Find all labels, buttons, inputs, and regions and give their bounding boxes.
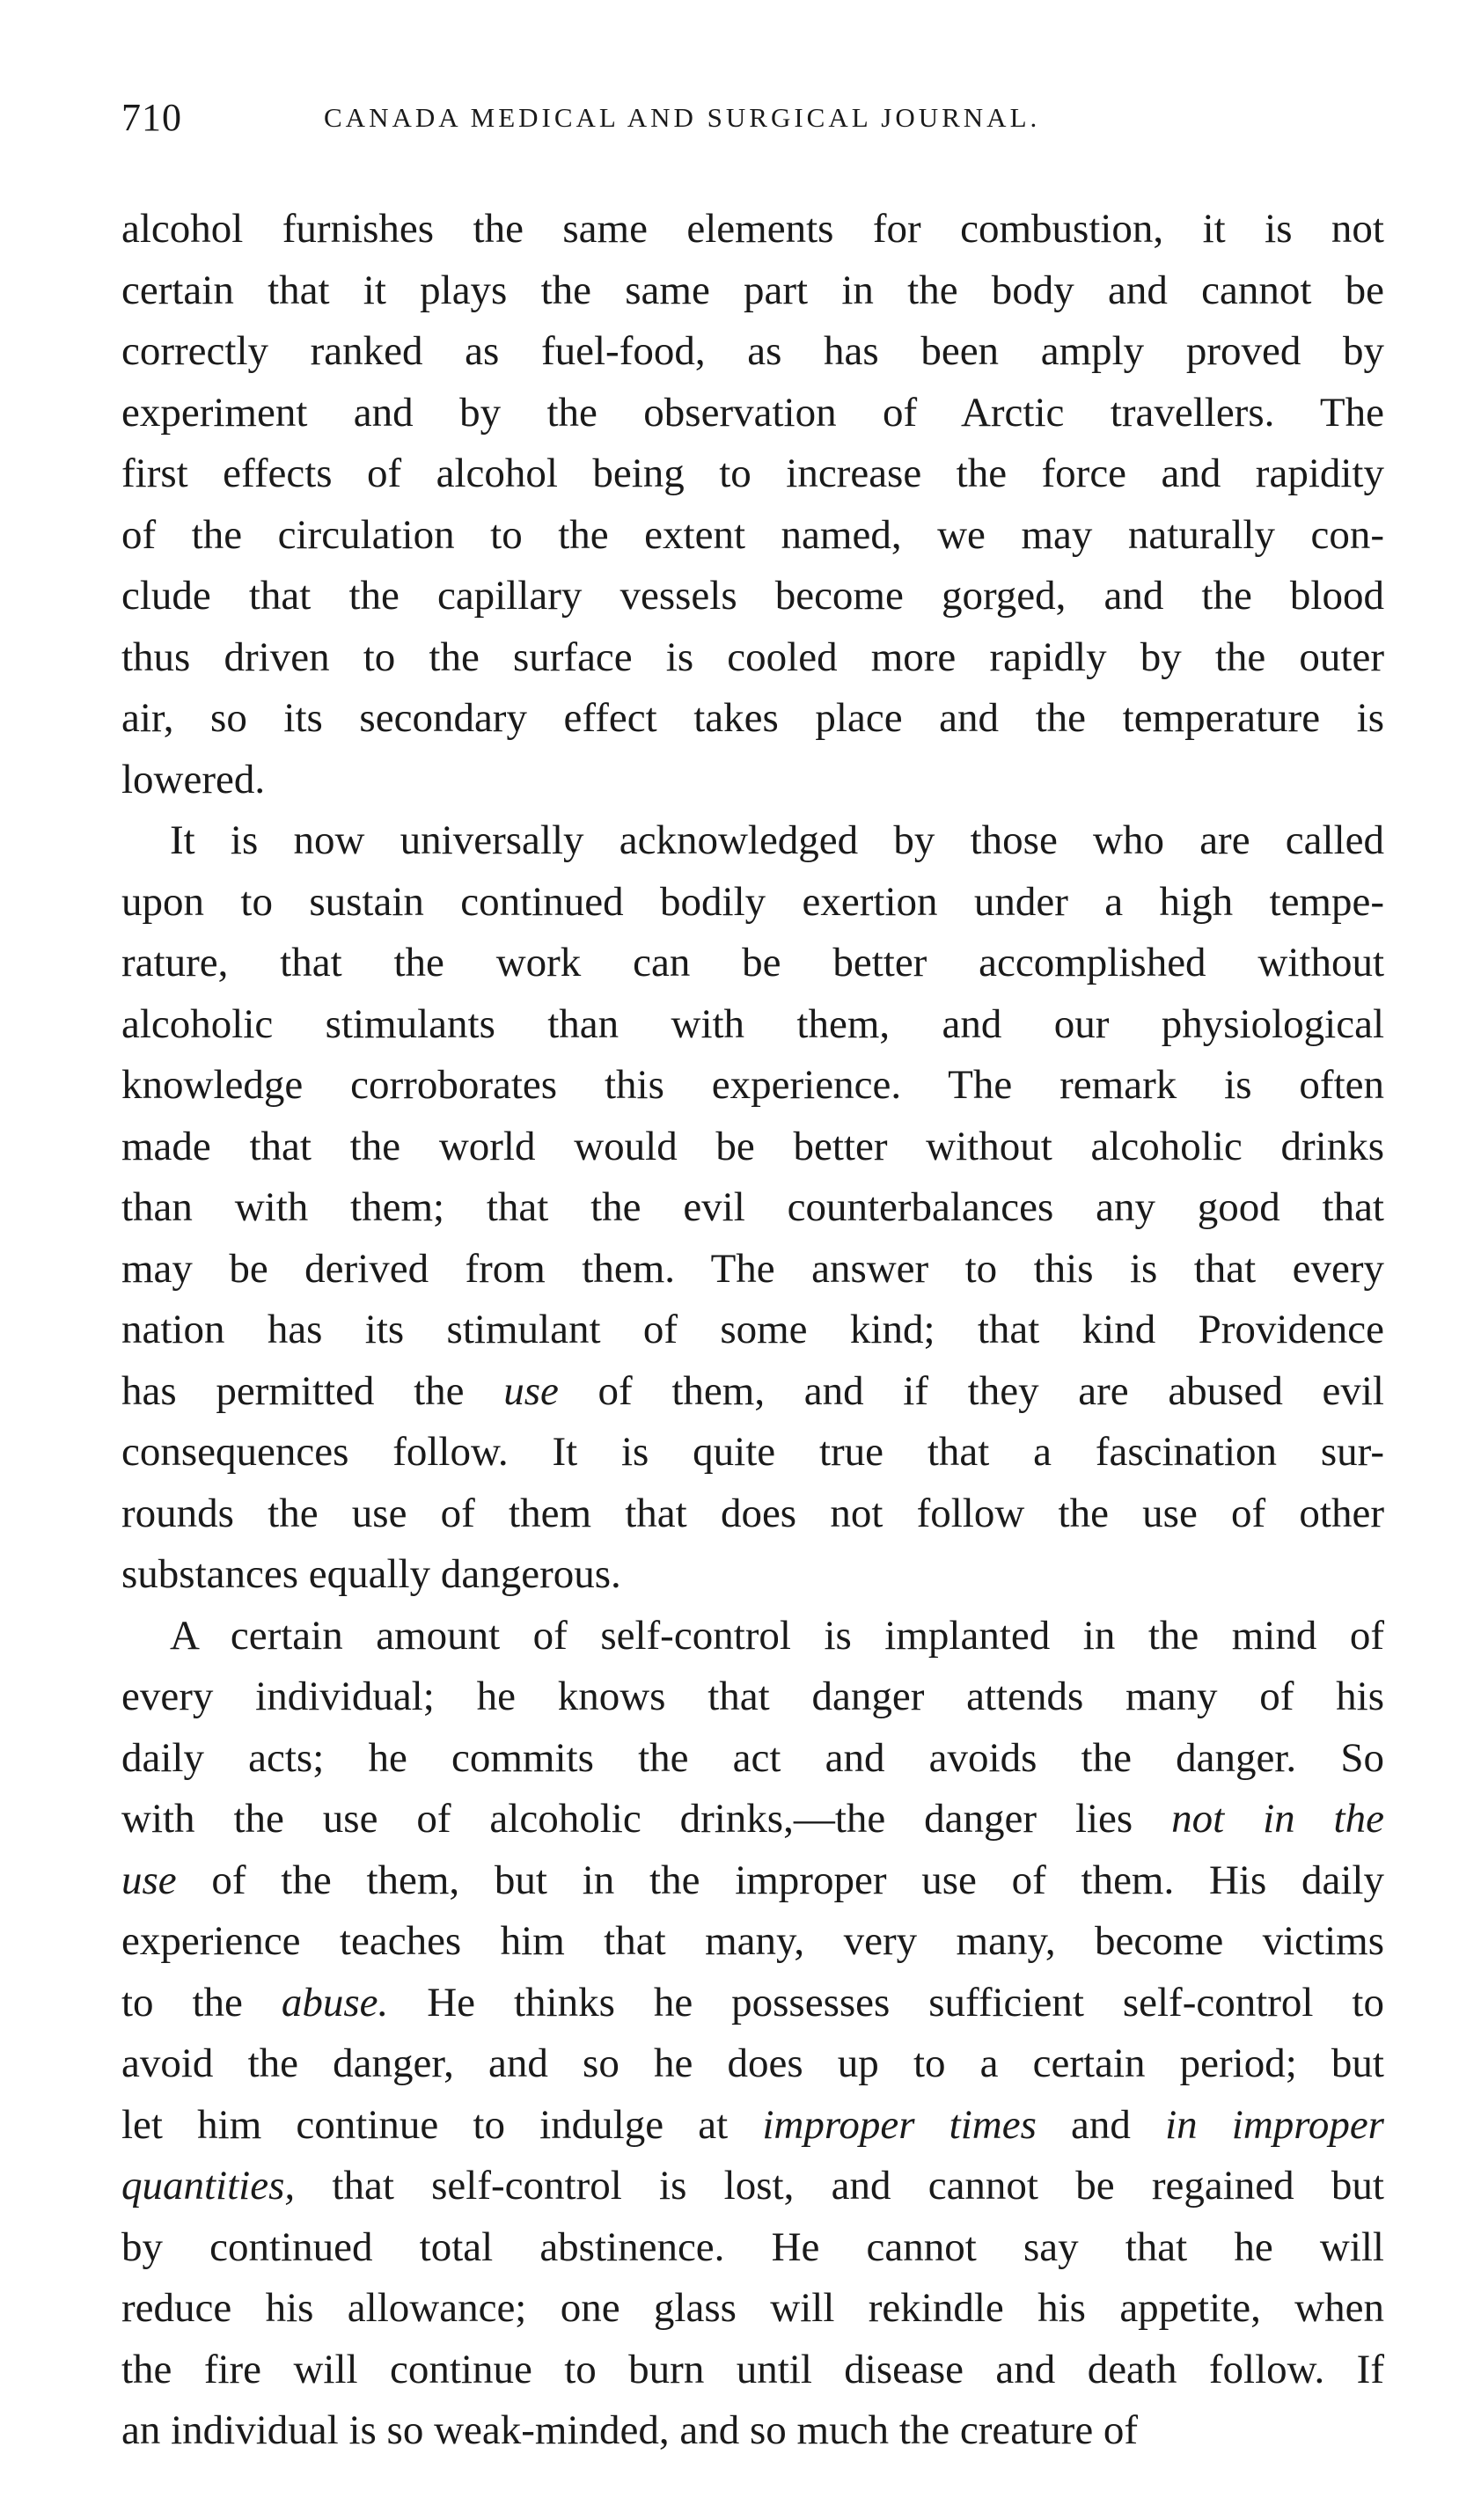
italic-emphasis: improper times bbox=[762, 2101, 1037, 2148]
italic-emphasis: quantities, bbox=[121, 2163, 296, 2209]
body-text bbox=[121, 199, 1384, 2462]
running-head bbox=[121, 95, 1384, 148]
text-line: than with them; that the evil counterbalances any good that bbox=[121, 1184, 1384, 1230]
text-line: It is now universally acknowledged by those who are called bbox=[170, 817, 1384, 863]
paragraph bbox=[121, 810, 1384, 1606]
text-line bbox=[121, 1361, 1384, 1423]
italic-emphasis: not in the bbox=[1171, 1796, 1384, 1842]
text-line bbox=[121, 2156, 1384, 2217]
italic-emphasis: in improper bbox=[1165, 2101, 1384, 2148]
text-line: alcoholic stimulants than with them, and our physiological bbox=[121, 1000, 1384, 1047]
text-line: consequences follow. It is quite true that a fascination sur- bbox=[121, 1429, 1384, 1475]
text-line: alcohol furnishes the same elements for combustion, it is not bbox=[121, 206, 1384, 252]
text-line: rature, that the work can be better accomplished without bbox=[121, 940, 1384, 985]
text-line: correctly ranked as fuel-food, as has been amply proved by bbox=[121, 328, 1384, 374]
text-line: made that the world would be better without alcoholic drinks bbox=[121, 1123, 1384, 1169]
page-number: 710 bbox=[121, 96, 182, 139]
text-line: rounds the use of them that does not follow the use of other bbox=[121, 1490, 1384, 1536]
text-run: to the bbox=[121, 1979, 282, 2026]
text-line: certain that it plays the same part in the body and cannot be bbox=[121, 267, 1384, 313]
text-run: with the use of alcoholic drinks,—the danger lies bbox=[121, 1796, 1172, 1842]
text-line bbox=[121, 1973, 1384, 2034]
text-line: thus driven to the surface is cooled more rapidly by the outer bbox=[121, 634, 1384, 680]
italic-emphasis: use bbox=[503, 1367, 559, 1414]
italic-emphasis: use bbox=[121, 1857, 177, 1903]
text-line: avoid the danger, and so he does up to a certain period; but bbox=[121, 2040, 1384, 2086]
text-line: clude that the capillary vessels become gorged, and the blood bbox=[121, 573, 1384, 619]
text-run: that self-control is lost, and cannot be regained but bbox=[295, 2163, 1384, 2209]
text-line: reduce his allowance; one glass will rekindle his appetite, when bbox=[121, 2285, 1384, 2331]
text-run: of the them, but in the improper use of them. His daily bbox=[176, 1857, 1384, 1903]
text-line: experience teaches him that many, very many, become victims bbox=[121, 1918, 1384, 1964]
text-line: every individual; he knows that danger attends many of his bbox=[121, 1674, 1384, 1719]
text-line: knowledge corroborates this experience. The remark is often bbox=[121, 1062, 1384, 1108]
journal-page bbox=[121, 95, 1384, 2462]
text-line: by continued total abstinence. He cannot say that he will bbox=[121, 2223, 1384, 2270]
text-line: lowered. bbox=[121, 756, 266, 802]
text-line: first effects of alcohol being to increase the force and rapidity bbox=[121, 451, 1384, 496]
text-line: nation has its stimulant of some kind; that kind Providence bbox=[121, 1307, 1384, 1352]
text-line: upon to sustain continued bodily exertion under a high tempe- bbox=[121, 878, 1384, 925]
text-run: He thinks he possesses sufficient self-control to bbox=[388, 1979, 1384, 2026]
text-run: and bbox=[1036, 2101, 1166, 2148]
text-line: daily acts; he commits the act and avoids the danger. So bbox=[121, 1734, 1384, 1781]
text-line: substances equally dangerous. bbox=[121, 1551, 621, 1597]
text-line bbox=[121, 1850, 1384, 1912]
paragraph bbox=[121, 199, 1384, 810]
text-line: of the circulation to the extent named, we may naturally con- bbox=[121, 511, 1384, 558]
text-line: may be derived from them. The answer to this is that every bbox=[121, 1245, 1384, 1292]
text-line bbox=[121, 1789, 1384, 1850]
text-line bbox=[121, 2095, 1384, 2157]
text-run: let him continue to indulge at bbox=[121, 2101, 763, 2148]
text-run: of them, and if they are abused evil bbox=[558, 1367, 1384, 1414]
text-run: has permitted the bbox=[121, 1367, 504, 1414]
text-line: experiment and by the observation of Arctic travellers. The bbox=[121, 389, 1384, 436]
text-line: an individual is so weak-minded, and so much the creature of bbox=[121, 2407, 1139, 2453]
text-line: air, so its secondary effect takes place and the temperature is bbox=[121, 695, 1384, 741]
journal-title: CANADA MEDICAL AND SURGICAL JOURNAL. bbox=[324, 102, 1041, 133]
text-line: A certain amount of self-control is implanted in the mind of bbox=[170, 1612, 1384, 1659]
italic-emphasis: abuse. bbox=[281, 1979, 389, 2026]
paragraph bbox=[121, 1606, 1384, 2462]
text-line: the fire will continue to burn until disease and death follow. If bbox=[121, 2346, 1384, 2392]
